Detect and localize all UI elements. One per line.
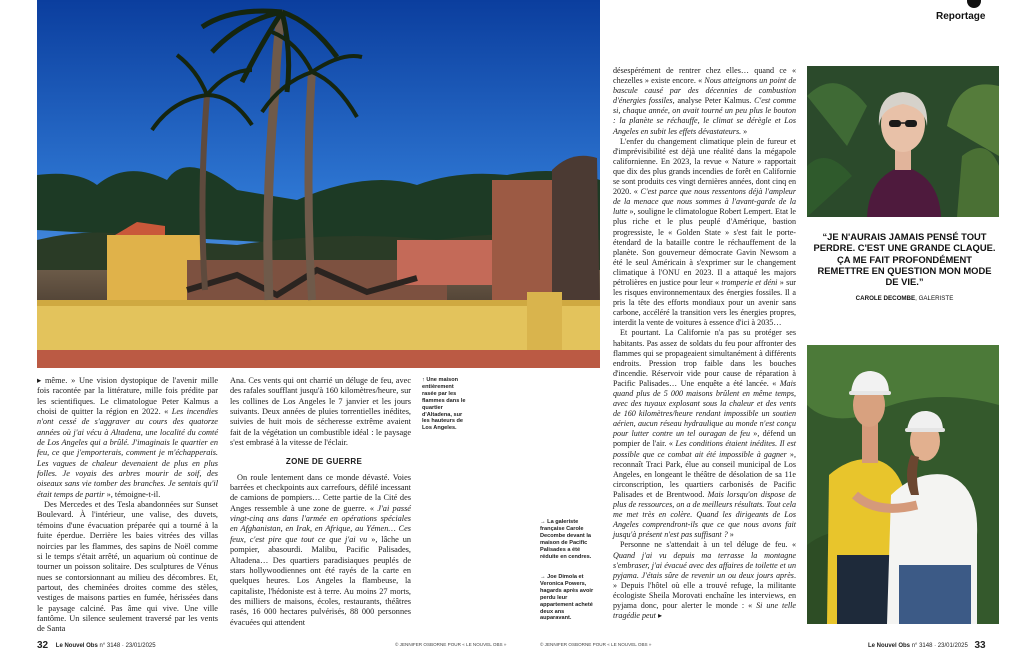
issue-info-left: n° 3148 · 23/01/2025: [99, 643, 156, 649]
text-run: ▸ même. » Une vision dystopique de l'avenir mille fois racontée par la littérature, mille fois prédite par les scientifiques. Le climatologue Peter Kalmus a choisi de quitter la région en 2022. «: [37, 376, 218, 417]
photo-caption-carole: → La galeriste française Carole Decombe devant la maison de Pacific Palisades a été réduite en cendres.: [540, 519, 592, 560]
article-column-3: [613, 66, 796, 621]
text-run: »: [727, 530, 734, 540]
paragraph: [613, 540, 796, 621]
text-run: Des Mercedes et des Tesla abandonnées sur Sunset Boulevard. À l'intérieur, une valise, des duvets, témoins d'une évacuation préparée qui a tourné à la fuite éperdue. Derrière les baies vitrées des villas noircies par les flammes, des sapins de Noël comme si le temps s'était arrêté, un aquarium où continue de tourner un poisson solitaire. Des sculptures de Vénus nues se contorsionnant au milieu des décombres. Et, partout, des cheminées droites comme des stèles, vestiges de maisons parties en fumée, hérissées dans le paysage calciné. Pas âme qui vive. Une ville fantôme. Un silence seulement traversé par les vents de Santa: [37, 500, 218, 634]
paragraph: [613, 328, 796, 540]
paragraph: [37, 500, 218, 634]
quote-author-name: CAROLE DECOMBE: [855, 295, 916, 303]
text-run: » sur les risques environnementaux des énergies fossiles. Il a pris la tête des efforts mondiaux pour un avenir sans carbone, accéléré la transition vers les énergies propres, interdit la vente de voitures à essence d'ici à 2035…: [613, 277, 796, 328]
page-number-left: 32: [37, 640, 49, 651]
text-run: Et pourtant. La Californie n'a pas su protéger ses habitants. Pas assez de soldats du feu pour affronter des flammes qui se propageaient simultanément à différents endroits. Pression trop faible dans les bouches d'incendie. Réservoir vide pour cause de réparation à Pacific Palisades… Une enquête a été lancée. «: [613, 328, 796, 388]
text-run-italic: C'est comme si, chaque année, on avait tourné un peu plus le bouton : la planète se réchauffe, le climat se dérègle et Los Angeles en subit les effets dévastateurs.: [613, 96, 796, 136]
section-dot-icon: [967, 0, 981, 8]
text-run: », lâche un pompier, abasourdi. Malibu, Pacific Palisades, Altadena… Des quartiers paradisiaques peuplés de stars hollywoodiennes ont été rayés de la carte en quelques heures. Los Angeles la flambeuse, la capitaliste, l'hédoniste est à terre. Au moins 27 morts, des milliers de maisons, écoles, restaurants, théâtres rasés, 16 000 hectares pulvérisés, 88 000 personnes évacuées qui attendent: [230, 534, 411, 627]
text-run: »: [741, 126, 748, 136]
issue-info-right: n° 3148 · 23/01/2025: [911, 643, 968, 649]
paragraph: [230, 473, 411, 628]
text-run: On roule lentement dans ce monde dévasté. Voies barrées et checkpoints aux carrefours, défilé incessant de camions de pompiers… Cette partie de la Cité des Anges ressemble à une zone de guerre. «: [230, 472, 411, 513]
photo-caption-joe-veronica: → Joe Dimola et Veronica Powers, hagards après avoir perdu leur appartement acheté deux ans auparavant.: [540, 574, 594, 622]
text-run: . » Depuis l'hôtel où elle a trouvé refuge, la militante écologiste Sheila Morovati enchaîne les interviews, en pyjama donc, pour alerter le monde : «: [613, 570, 796, 610]
text-run-italic: Si une telle tragédie peut: [613, 600, 796, 621]
pull-quote-attribution: [812, 295, 997, 302]
article-column-1: [37, 376, 218, 635]
text-run: ▸: [655, 611, 663, 621]
text-run: Personne ne s'attendait à un tel déluge de feu. «: [620, 540, 796, 550]
joe-veronica-portrait: [807, 345, 999, 624]
pull-quote: [812, 231, 997, 302]
text-run-italic: Les incendies n'ont cessé de s'aggraver au cours des quatorze années où j'ai vécu à Altadena, une localité du comté de Los Angeles qui a brûlé. J'imaginais le quartier en feu, ce que j'emporterais, comment je m'échapperais. Les vagues de chaleur devenaient de plus en plus folles. Je voyais des arbres mourir de soif, des oiseaux sans vie tomber des branches. Je sentais qu'il était temps de partir: [37, 407, 219, 499]
photo-credit-left: © JENNIFER OSBORNE POUR « LE NOUVEL OBS »: [395, 642, 507, 647]
text-run: L'enfer du changement climatique plein de fureur et d'imprévisibilité est déjà une réalité dans la mégapole californienne. En 2023, la revue « Nature » rapportait que dix des plus grands incendies de forêt en Californie se sont produits ces vingt dernières années, dont cinq en 2020. «: [613, 136, 796, 197]
pull-quote-text: “JE N'AURAIS JAMAIS PENSÉ TOUT PERDRE. C'EST UNE GRANDE CLAQUE. ÇA ME FAIT PROFONDÉMENT REMETTRE EN QUESTION MON MODE DE VIE.”: [813, 231, 996, 288]
text-run: », souligne le climatologue Robert Lempert. Etat le plus riche et le plus peuplé d'Amérique, bastion progressiste, le « Golden State » s'est fait le porte-étendard de la bataille contre le réchauffement de la planète. Son gouverneur démocrate Gavin Newsom a été le seul Américain à s'exprimer sur le changement climatique à l'ONU en 2023. Il a attaqué les majors pétrolières en justice pour leur «: [613, 207, 796, 287]
paragraph: Ana. Ces vents qui ont charrié un déluge de feu, avec des rafales soufflant jusqu'à 160 kilomètres/heure, sur les collines de Los Angeles le 7 janvier et les jours suivants. Deux années de pluies torrentielles inédites, suivies de huit mois de sécheresse extrême avaient fait de la végétation un combustible idéal : le paysage s'est embrasé à la vitesse de l'éclair.: [230, 376, 411, 448]
text-run-italic: Mais quand plus de 5 000 maisons brûlent en même temps, avec des tuyaux explosant sous la chaleur et des vents de 160 kilomètres/heure rendant impossible un soutien aérien, aucun réseau hydraulique au monde n'est conçu pour lutter contre un tel ouragan de feu: [613, 378, 796, 439]
text-run: », reconnaît Traci Park, élue au conseil municipal de Los Angeles, en longeant le théâtre de désolation de sa 11e circonscription, les quartiers carbonisés de Pacific Palisades et de Brentwood.: [613, 449, 797, 499]
paragraph: [613, 66, 796, 137]
section-label: Reportage: [936, 11, 986, 22]
text-run-italic: Quand j'ai vu depuis ma terrasse la montagne s'embraser, j'ai évacué avec des affaires de toilette et un pyjama. J'étais sûre de revenir un ou deux jours après: [613, 550, 796, 580]
publication-name-left: Le Nouvel Obs: [55, 643, 98, 649]
text-run: désespérément de rentrer chez elles… quand ce « chezelles » existe encore. «: [613, 66, 796, 86]
text-run-italic: C'est parce que nous ressentons déjà l'ampleur de la menace que nous sommes à l'avant-garde de la lutte: [613, 187, 796, 217]
text-run: , analyse Peter Kalmus.: [672, 96, 755, 106]
text-run-italic: Mais lorsqu'on dispose de plus de ressources, on a de meilleurs résultats. Tout cela me met très en colère. Quand les dirigeants de Los Angeles comprendront-ils que ce que nous avons fait jusqu'à présent n'est pas suffisant ?: [613, 489, 796, 540]
text-run-italic: Les conditions étaient inédites. Il est possible que ce combat ait été impossible à gagner: [613, 439, 796, 459]
burned-house-photo: [37, 0, 600, 368]
text-run-italic: Nous atteignons un point de bascule causé par des décennies de combustion d'énergies fossiles: [613, 76, 796, 106]
article-column-2: [230, 376, 411, 628]
publication-name-right: Le Nouvel Obs: [868, 643, 911, 649]
carole-decombe-portrait: [807, 66, 999, 217]
text-run-italic: tromperie et déni: [721, 277, 778, 287]
folio-left: [37, 640, 156, 651]
photo-credit-right: © JENNIFER OSBORNE POUR « LE NOUVEL OBS »: [540, 642, 652, 647]
text-run-italic: J'ai passé vingt-cinq ans dans l'armée en opérations spéciales en Afghanistan, en Irak, en Afrique, au Yémen… Ces feux, c'est pire que tout ce que j'ai vu: [230, 503, 411, 544]
text-run: », témoigne-t-il.: [104, 489, 161, 499]
folio-right: [868, 640, 986, 651]
paragraph: [37, 376, 218, 500]
paragraph: [613, 137, 796, 329]
page-number-right: 33: [974, 640, 986, 651]
text-run: », défend un pompier de l'air. «: [613, 429, 796, 449]
section-heading: ZONE DE GUERRE: [285, 457, 363, 467]
quote-author-role: , GALERISTE: [915, 295, 954, 303]
photo-caption-altadena: ↑ Une maison entièrement rasée par les flammes dans le quartier d'Altadena, sur les hauteurs de Los Angeles.: [422, 377, 466, 432]
